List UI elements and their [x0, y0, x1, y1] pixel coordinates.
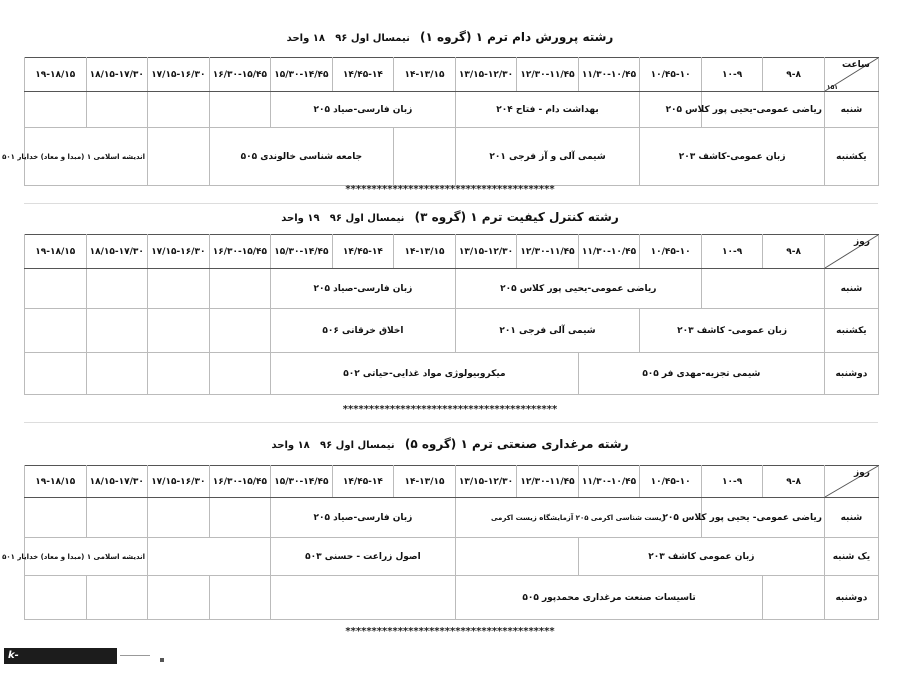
day-label: شنبه — [824, 92, 878, 128]
time-slot-header: ۱۹-۱۸/۱۵ — [25, 466, 87, 498]
time-slot-header: ۱۰/۴۵-۱۰ — [640, 58, 702, 92]
footer-mark — [160, 658, 164, 662]
empty-cell — [148, 353, 210, 395]
table-row — [25, 498, 879, 538]
course-cell: زبان فارسی-صیاد ۲۰۵ — [271, 269, 456, 309]
section-title-name: رشته مرغداری صنعتی ترم ۱ (گروه ۵) — [404, 437, 629, 451]
schedule-table-3 — [2, 465, 879, 620]
divider — [24, 422, 878, 423]
empty-cell — [701, 269, 824, 309]
time-slot-header: ۱۹-۱۸/۱۵ — [25, 235, 87, 269]
empty-cell — [209, 92, 271, 128]
course-cell: تاسیسات صنعت مرغداری محمدپور ۵۰۵ — [455, 576, 763, 620]
course-cell: اندیشه اسلامی ۱ (مبدا و معاد) خدایار ۵۰۱ — [25, 128, 148, 186]
empty-cell — [86, 498, 148, 538]
time-slot-header: ۱۴/۴۵-۱۴ — [332, 235, 394, 269]
time-slot-header: ۱۸/۱۵-۱۷/۳۰ — [86, 466, 148, 498]
empty-cell — [86, 309, 148, 353]
course-cell: شیمی تجزیه-مهدی فر ۵۰۵ — [578, 353, 824, 395]
course-cell: زبان عمومی کاشف ۲۰۳ — [578, 538, 824, 576]
empty-cell — [209, 576, 271, 620]
table-row — [25, 309, 879, 353]
empty-cell — [148, 92, 210, 128]
section-1-separator: **************************************** — [345, 184, 555, 195]
empty-cell — [86, 353, 148, 395]
section-title-semester: نیمسال اول ۹۶ — [319, 440, 395, 451]
table-row — [25, 92, 879, 128]
time-slot-header: ۱۱/۳۰-۱۰/۴۵ — [578, 466, 640, 498]
time-header-row — [25, 58, 879, 92]
footer-rule — [120, 655, 150, 656]
empty-cell — [25, 309, 87, 353]
empty-cell — [148, 576, 210, 620]
site-url-badge[interactable]: k-shahryar.tvu.ac.ir — [4, 648, 117, 664]
section-title-name: رشته کنترل کیفیت ترم ۱ (گروه ۳) — [414, 210, 619, 224]
section-title-semester: نیمسال اول ۹۶ — [329, 213, 405, 224]
time-slot-header: ۱۴/۴۵-۱۴ — [332, 58, 394, 92]
time-slot-header: ۱۱/۳۰-۱۰/۴۵ — [578, 58, 640, 92]
time-slot-header: ۱۰/۴۵-۱۰ — [640, 235, 702, 269]
diagonal-line — [825, 235, 878, 268]
table-row — [25, 353, 879, 395]
course-cell: شیمی آلی و آز فرجی ۲۰۱ — [455, 128, 640, 186]
course-cell: زبان عمومی- کاشف ۲۰۳ — [640, 309, 825, 353]
empty-cell — [394, 128, 456, 186]
empty-cell — [148, 538, 271, 576]
time-slot-header: ۱۷/۱۵-۱۶/۳۰ — [148, 466, 210, 498]
corner-cell — [824, 235, 878, 269]
day-label: یکشنبه — [824, 128, 878, 186]
course-cell: اخلاق خرقانی ۵۰۶ — [271, 309, 456, 353]
course-cell: ریاضی عمومی- یحیی پور کلاس ۲۰۵ — [701, 498, 824, 538]
empty-cell — [455, 538, 578, 576]
empty-cell — [25, 92, 87, 128]
time-slot-header: ۱۳/۱۵-۱۲/۳۰ — [455, 235, 517, 269]
day-label: شنبه — [824, 498, 878, 538]
time-slot-header: ۱۳/۱۵-۱۲/۳۰ — [455, 58, 517, 92]
table-row — [25, 269, 879, 309]
time-slot-header: ۱۷/۱۵-۱۶/۳۰ — [148, 235, 210, 269]
empty-cell — [209, 309, 271, 353]
empty-cell — [86, 269, 148, 309]
course-cell: زبان فارسی-صیاد ۲۰۵ — [271, 498, 456, 538]
time-slot-header: ۱۸/۱۵-۱۷/۳۰ — [86, 235, 148, 269]
time-header-row — [25, 466, 879, 498]
table-row — [25, 538, 879, 576]
time-slot-header: ۱۶/۳۰-۱۵/۴۵ — [209, 466, 271, 498]
section-title-name: رشته پرورش دام ترم ۱ (گروه ۱) — [420, 30, 614, 44]
table-row — [25, 128, 879, 186]
time-slot-header: ۱۰-۹ — [701, 58, 763, 92]
time-slot-header: ۱۵/۳۰-۱۴/۴۵ — [271, 235, 333, 269]
course-cell: اندیشه اسلامی ۱ (مبدا و معاد) خدایار ۵۰۱ — [25, 538, 148, 576]
section-3-separator: **************************************** — [345, 626, 555, 637]
corner-bottom-label: ۱۵۱ — [826, 84, 838, 91]
empty-cell — [209, 269, 271, 309]
section-2-title — [0, 210, 900, 224]
empty-cell — [148, 309, 210, 353]
time-slot-header: ۱۷/۱۵-۱۶/۳۰ — [148, 58, 210, 92]
course-cell: شیمی آلی فرجی ۲۰۱ — [455, 309, 640, 353]
corner-top-label: روز — [853, 237, 870, 247]
time-slot-header: ۱۱/۳۰-۱۰/۴۵ — [578, 235, 640, 269]
empty-cell — [25, 269, 87, 309]
empty-cell — [763, 576, 825, 620]
course-cell: ریاضی عمومی-یحیی پور کلاس ۲۰۵ — [701, 92, 824, 128]
course-cell: اصول زراعت - حسنی ۵۰۳ — [271, 538, 456, 576]
schedule-table-2 — [24, 234, 879, 395]
empty-cell — [148, 128, 210, 186]
empty-cell — [86, 92, 148, 128]
time-slot-header: ۱۳/۱۵-۱۲/۳۰ — [455, 466, 517, 498]
divider — [24, 203, 878, 204]
time-slot-header: ۱۰-۹ — [701, 466, 763, 498]
empty-cell — [86, 576, 148, 620]
diagonal-line — [825, 466, 878, 497]
time-slot-header: ۱۵/۳۰-۱۴/۴۵ — [271, 58, 333, 92]
section-3-title — [0, 437, 900, 451]
empty-cell — [209, 498, 271, 538]
course-cell: زبان عمومی-کاشف ۲۰۳ — [640, 128, 825, 186]
empty-cell — [209, 353, 271, 395]
time-slot-header: ۱۲/۳۰-۱۱/۴۵ — [517, 58, 579, 92]
time-slot-header: ۱۰/۴۵-۱۰ — [640, 466, 702, 498]
time-slot-header: ۱۸/۱۵-۱۷/۳۰ — [86, 58, 148, 92]
empty-cell — [148, 269, 210, 309]
time-slot-header: ۱۵/۳۰-۱۴/۴۵ — [271, 466, 333, 498]
time-slot-header: ۱۶/۳۰-۱۵/۴۵ — [209, 235, 271, 269]
time-slot-header: ۱۴/۴۵-۱۴ — [332, 466, 394, 498]
corner-cell — [824, 58, 878, 92]
section-title-credits: ۱۸ واحد — [286, 33, 325, 44]
day-label: یکشنبه — [824, 309, 878, 353]
schedule-table-1 — [2, 57, 879, 186]
course-cell: میکروبیولوژی مواد غذایی-حیاتی ۵۰۲ — [271, 353, 579, 395]
time-slot-header: ۹-۸ — [763, 466, 825, 498]
empty-cell — [271, 576, 456, 620]
table-row — [25, 576, 879, 620]
day-label: شنبه — [824, 269, 878, 309]
day-label: یک شنبه — [824, 538, 878, 576]
time-slot-header: ۱۴-۱۳/۱۵ — [394, 235, 456, 269]
course-cell: جامعه شناسی خالوندی ۵۰۵ — [209, 128, 394, 186]
corner-top-label: روز — [853, 468, 870, 478]
time-slot-header: ۱۶/۳۰-۱۵/۴۵ — [209, 58, 271, 92]
section-2-separator: ***************************************** — [342, 404, 558, 415]
corner-cell — [824, 466, 878, 498]
course-cell: زیست شناسی اکرمی ۲۰۵ آزمایشگاه زیست اکرمی — [455, 498, 701, 538]
empty-cell — [25, 353, 87, 395]
time-header-row — [25, 235, 879, 269]
empty-cell — [148, 498, 210, 538]
time-slot-header: ۹-۸ — [763, 58, 825, 92]
course-cell: ریاضی عمومی-یحیی پور کلاس ۲۰۵ — [455, 269, 701, 309]
section-title-semester: نیمسال اول ۹۶ — [335, 33, 410, 44]
time-slot-header: ۱۲/۳۰-۱۱/۴۵ — [517, 235, 579, 269]
section-1-title — [0, 30, 900, 44]
day-label: دوشنبه — [824, 353, 878, 395]
time-slot-header: ۱۰-۹ — [701, 235, 763, 269]
time-slot-header: ۱۹-۱۸/۱۵ — [25, 58, 87, 92]
time-slot-header: ۱۴-۱۳/۱۵ — [394, 466, 456, 498]
empty-cell — [25, 576, 87, 620]
section-title-credits: ۱۸ واحد — [271, 440, 310, 451]
time-slot-header: ۱۲/۳۰-۱۱/۴۵ — [517, 466, 579, 498]
section-title-credits: ۱۹ واحد — [281, 213, 320, 224]
corner-top-label: ساعت — [842, 60, 870, 70]
course-cell: بهداشت دام - فتاح ۲۰۴ — [455, 92, 640, 128]
day-label: دوشنبه — [824, 576, 878, 620]
empty-cell — [25, 498, 87, 538]
time-slot-header: ۱۴-۱۳/۱۵ — [394, 58, 456, 92]
time-slot-header: ۹-۸ — [763, 235, 825, 269]
course-cell: زبان فارسی-صیاد ۲۰۵ — [271, 92, 456, 128]
